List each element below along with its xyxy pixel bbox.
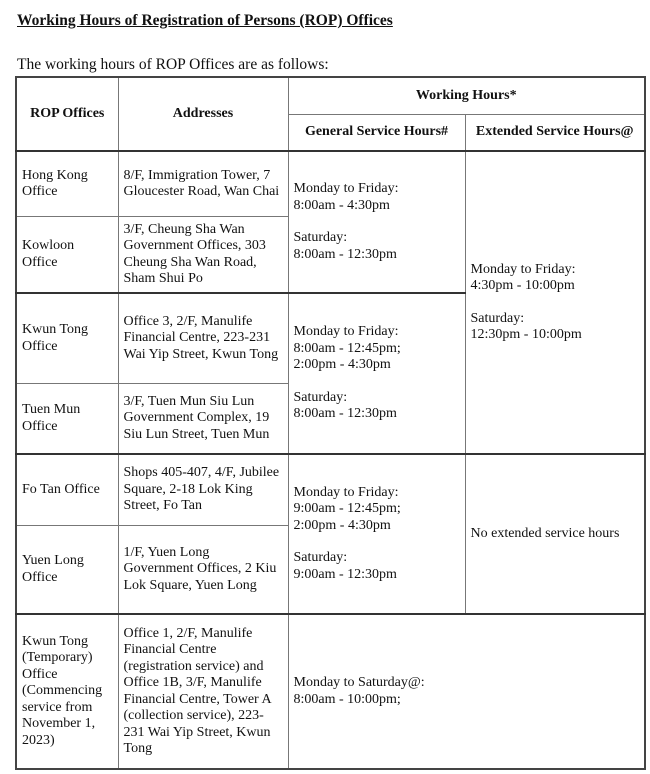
saturday-hours: 8:00am - 12:30pm [293,406,397,422]
saturday-hours: 12:30pm - 10:00pm [470,327,582,342]
general-hours-cell [288,454,465,614]
header-addresses: Addresses [118,77,288,151]
saturday-label: Saturday: [293,389,348,405]
temporary-hours: 8:00am - 10:00pm; [293,691,401,707]
saturday-hours: 9:00am - 12:30pm [293,566,397,582]
office-name: Kwun Tong (Temporary) Office (Commencing service from November 1, 2023) [16,614,118,769]
weekday-label: Monday to Friday: [470,261,576,277]
general-hours-cell [288,151,465,293]
office-name: Yuen Long Office [16,526,118,615]
office-address: 1/F, Yuen Long Government Offices, 2 Kiu Lok Square, Yuen Long [118,526,288,615]
weekday-hours-morning: 8:00am - 12:45pm; [293,340,401,356]
document-title: Working Hours of Registration of Persons (ROP) Offices [17,12,393,29]
saturday-hours: 8:00am - 12:30pm [293,246,397,262]
extended-hours-cell: No extended service hours [465,454,645,614]
table-row [16,454,645,526]
temporary-office-hours-cell [288,614,645,769]
table-row [16,614,645,769]
saturday-label: Saturday: [293,230,348,245]
extended-hours-cell [465,151,645,454]
weekday-hours: 4:30pm - 10:00pm [470,278,575,293]
office-name: Fo Tan Office [16,454,118,526]
office-address: 3/F, Cheung Sha Wan Government Offices, 303 Cheung Sha Wan Road, Sham Shui Po [118,217,288,294]
weekday-label: Monday to Friday: [293,484,399,500]
office-name: Hong Kong Office [16,151,118,217]
office-address: Shops 405-407, 4/F, Jubilee Square, 2-18 Lok King Street, Fo Tan [118,454,288,526]
table-row [16,151,645,217]
weekday-label: Monday to Friday: [293,324,399,340]
saturday-label: Saturday: [470,310,525,326]
office-address: Office 1, 2/F, Manulife Financial Centre (registration service) and Office 1B, 3/F, Manulife Financial Centre, Tower A (collection service), 223-231 Wai Yip Street, Kwun Tong [118,614,288,769]
office-name: Kwun Tong Office [16,293,118,384]
office-address: 8/F, Immigration Tower, 7 Gloucester Road, Wan Chai [118,151,288,217]
saturday-label: Saturday: [293,550,348,566]
header-row [16,77,645,114]
office-name: Kowloon Office [16,217,118,294]
header-rop-offices: ROP Offices [16,77,118,151]
intro-text: The working hours of ROP Offices are as follows: [17,56,329,73]
general-hours-cell [288,293,465,454]
office-address: 3/F, Tuen Mun Siu Lun Government Complex, 19 Siu Lun Street, Tuen Mun [118,384,288,455]
rop-offices-table [15,76,646,770]
header-extended-service-hours: Extended Service Hours@ [465,114,645,151]
header-working-hours: Working Hours* [288,77,645,114]
weekday-hours: 8:00am - 4:30pm [293,197,390,213]
header-general-service-hours: General Service Hours# [288,114,465,151]
office-name: Tuen Mun Office [16,384,118,455]
temporary-days-label: Monday to Saturday@: [293,675,425,690]
weekday-hours-morning: 9:00am - 12:45pm; [293,501,401,517]
weekday-label: Monday to Friday: [293,181,399,196]
weekday-hours-afternoon: 2:00pm - 4:30pm [293,517,391,533]
office-address: Office 3, 2/F, Manulife Financial Centre, 223-231 Wai Yip Street, Kwun Tong [118,293,288,384]
weekday-hours-afternoon: 2:00pm - 4:30pm [293,357,391,373]
